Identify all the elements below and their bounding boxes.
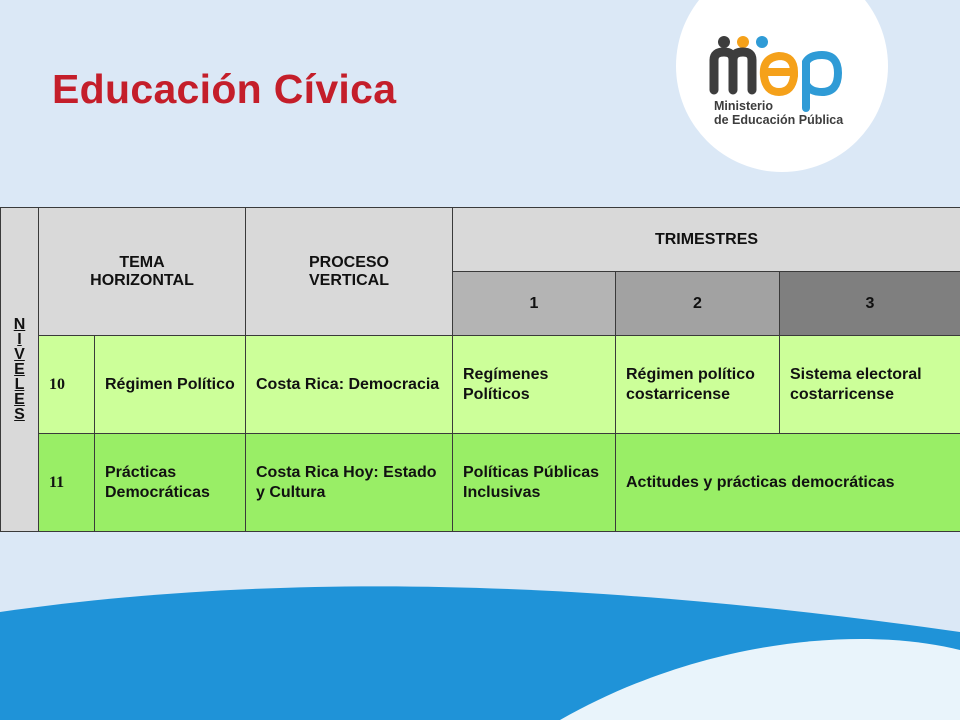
trimestre-2-header: 2 bbox=[616, 272, 780, 336]
table-row bbox=[1, 434, 960, 532]
niveles-letter: I bbox=[17, 331, 22, 348]
proceso-cell: Costa Rica Hoy: Estado y Cultura bbox=[246, 434, 453, 532]
proceso-vertical-header: PROCESO VERTICAL bbox=[246, 208, 453, 336]
page-title: Educación Cívica bbox=[52, 66, 397, 112]
mep-logo bbox=[676, 0, 888, 176]
logo-text bbox=[714, 99, 843, 127]
trimestre-3-cell: Sistema electoral costarricense bbox=[780, 336, 960, 434]
table-row bbox=[1, 336, 960, 434]
tema-horizontal-header: TEMA HORIZONTAL bbox=[39, 208, 246, 336]
niveles-letter: E bbox=[14, 361, 25, 378]
niveles-letter: L bbox=[14, 376, 25, 393]
niveles-letter: E bbox=[14, 391, 25, 408]
trimestres-header: TRIMESTRES bbox=[453, 208, 960, 272]
niveles-letter: S bbox=[14, 406, 25, 423]
level-cell: 10 bbox=[39, 336, 95, 434]
trimestre-1-cell: Regímenes Políticos bbox=[453, 336, 616, 434]
niveles-letter: V bbox=[14, 346, 25, 363]
niveles-header bbox=[1, 208, 39, 532]
tema-cell: Prácticas Democráticas bbox=[95, 434, 246, 532]
level-cell: 11 bbox=[39, 434, 95, 532]
tema-cell: Régimen Político bbox=[95, 336, 246, 434]
trimestre-2-3-cell: Actitudes y prácticas democráticas bbox=[616, 434, 960, 532]
logo-line-1: Ministerio bbox=[714, 99, 774, 113]
trimestre-1-cell: Políticas Públicas Inclusivas bbox=[453, 434, 616, 532]
trimestre-2-cell: Régimen político costarricense bbox=[616, 336, 780, 434]
logo-line-2: de Educación Pública bbox=[714, 113, 844, 127]
proceso-cell: Costa Rica: Democracia bbox=[246, 336, 453, 434]
trimestre-3-header: 3 bbox=[780, 272, 960, 336]
curriculum-table bbox=[0, 207, 960, 532]
trimestre-1-header: 1 bbox=[453, 272, 616, 336]
niveles-letter: N bbox=[13, 316, 26, 333]
